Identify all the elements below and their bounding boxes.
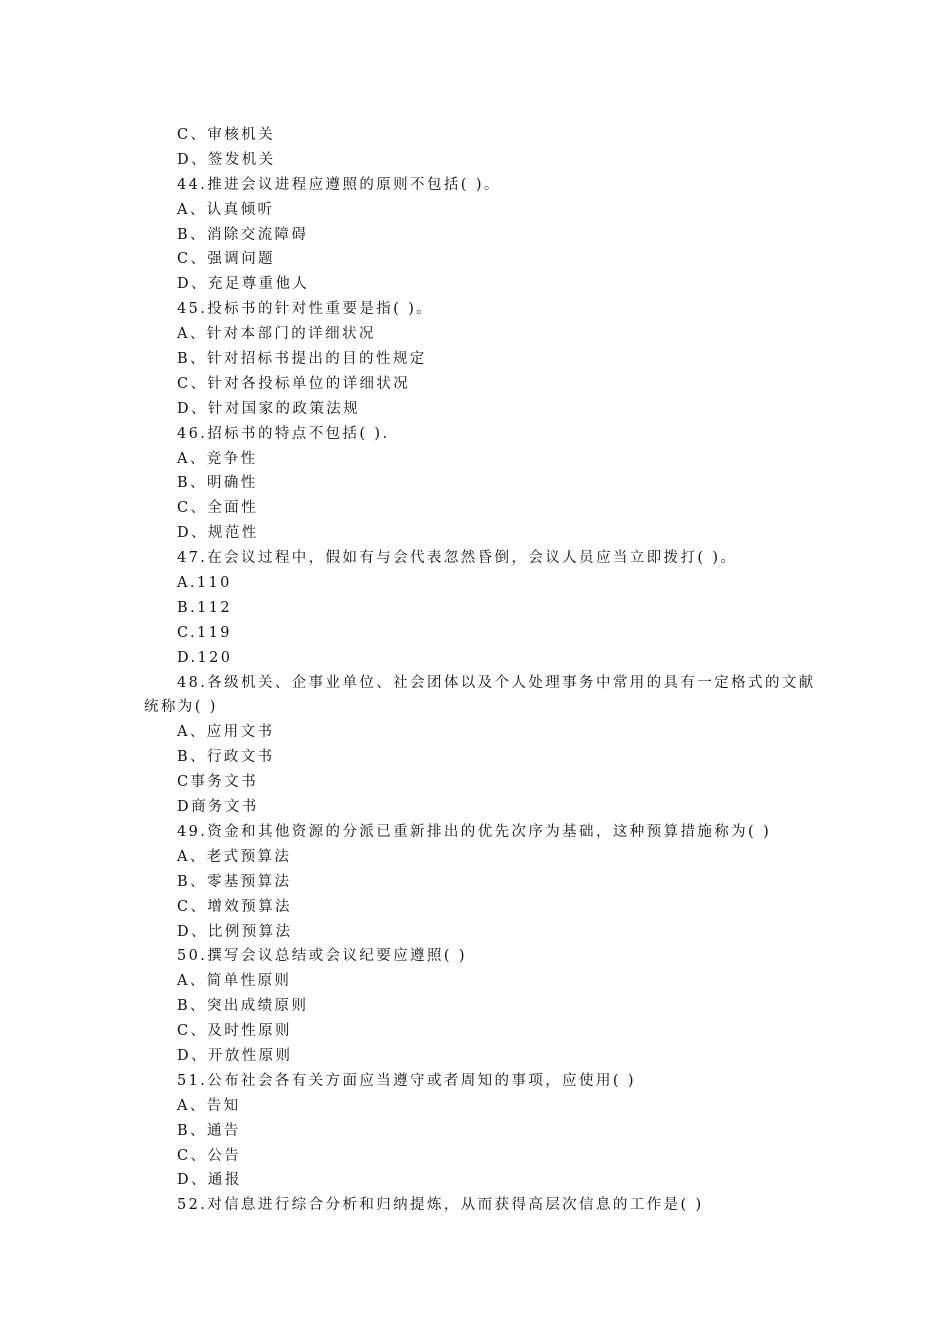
answer-option: B、针对招标书提出的目的性规定 — [177, 351, 427, 368]
question-stem: 49.资金和其他资源的分派已重新排出的优先次序为基础，这种预算措施称为( ) — [177, 823, 772, 840]
answer-option: A、认真倾听 — [177, 201, 275, 218]
answer-option: D、比例预算法 — [177, 923, 293, 940]
answer-option: C、及时性原则 — [177, 1023, 292, 1040]
answer-option: C、增效预算法 — [177, 898, 292, 915]
answer-option: C、审核机关 — [177, 127, 275, 143]
answer-option: A、针对本部门的详细状况 — [177, 326, 376, 343]
question-stem: 45.投标书的针对性重要是指( )。 — [177, 301, 434, 318]
answer-option: D、规范性 — [177, 525, 259, 542]
answer-option: A、竞争性 — [177, 450, 258, 467]
answer-option: B、突出成绩原则 — [177, 998, 309, 1015]
answer-option: C、强调问题 — [177, 251, 275, 268]
answer-option: A、告知 — [177, 1097, 241, 1114]
question-stem: 47.在会议过程中，假如有与会代表忽然昏倒，会议人员应当立即拨打( )。 — [177, 550, 738, 567]
answer-option: B、明确性 — [177, 475, 258, 492]
answer-option: A、应用文书 — [177, 724, 275, 741]
answer-option: C、全面性 — [177, 500, 259, 517]
exam-questions — [144, 123, 824, 1218]
answer-option: B、零基预算法 — [177, 873, 292, 890]
answer-option: B、行政文书 — [177, 749, 275, 766]
answer-option: C.119 — [177, 624, 232, 641]
answer-option: B、通告 — [177, 1122, 241, 1139]
answer-option: A、简单性原则 — [177, 973, 292, 990]
answer-option: A.110 — [177, 575, 232, 592]
answer-option: C事务文书 — [177, 774, 259, 791]
answer-option: D、通报 — [177, 1172, 242, 1189]
answer-option: A、老式预算法 — [177, 848, 292, 865]
answer-option: D、签发机关 — [177, 151, 276, 168]
answer-option: B.112 — [177, 599, 232, 616]
question-continuation: 统称为( ) — [144, 699, 218, 716]
answer-option: B、消除交流障碍 — [177, 226, 309, 243]
question-stem: 44.推进会议进程应遵照的原则不包括( )。 — [177, 176, 501, 193]
answer-option: C、公告 — [177, 1147, 242, 1164]
answer-option: D、充足尊重他人 — [177, 276, 310, 293]
question-stem: 50.撰写会议总结或会议纪要应遵照( ) — [177, 948, 467, 965]
answer-option: D.120 — [177, 649, 233, 666]
question-stem: 46.招标书的特点不包括( ). — [177, 425, 390, 442]
answer-option: C、针对各投标单位的详细状况 — [177, 375, 411, 392]
answer-option: D、针对国家的政策法规 — [177, 400, 361, 417]
question-stem: 51.公布社会各有关方面应当遵守或者周知的事项，应使用( ) — [177, 1072, 636, 1089]
question-stem: 52.对信息进行综合分析和归纳提炼，从而获得高层次信息的工作是( ) — [177, 1197, 704, 1214]
question-stem: 48.各级机关、企事业单位、社会团体以及个人处理事务中常用的具有一定格式的文献 — [177, 674, 816, 691]
answer-option: D、开放性原则 — [177, 1047, 293, 1064]
answer-option: D商务文书 — [177, 799, 259, 816]
